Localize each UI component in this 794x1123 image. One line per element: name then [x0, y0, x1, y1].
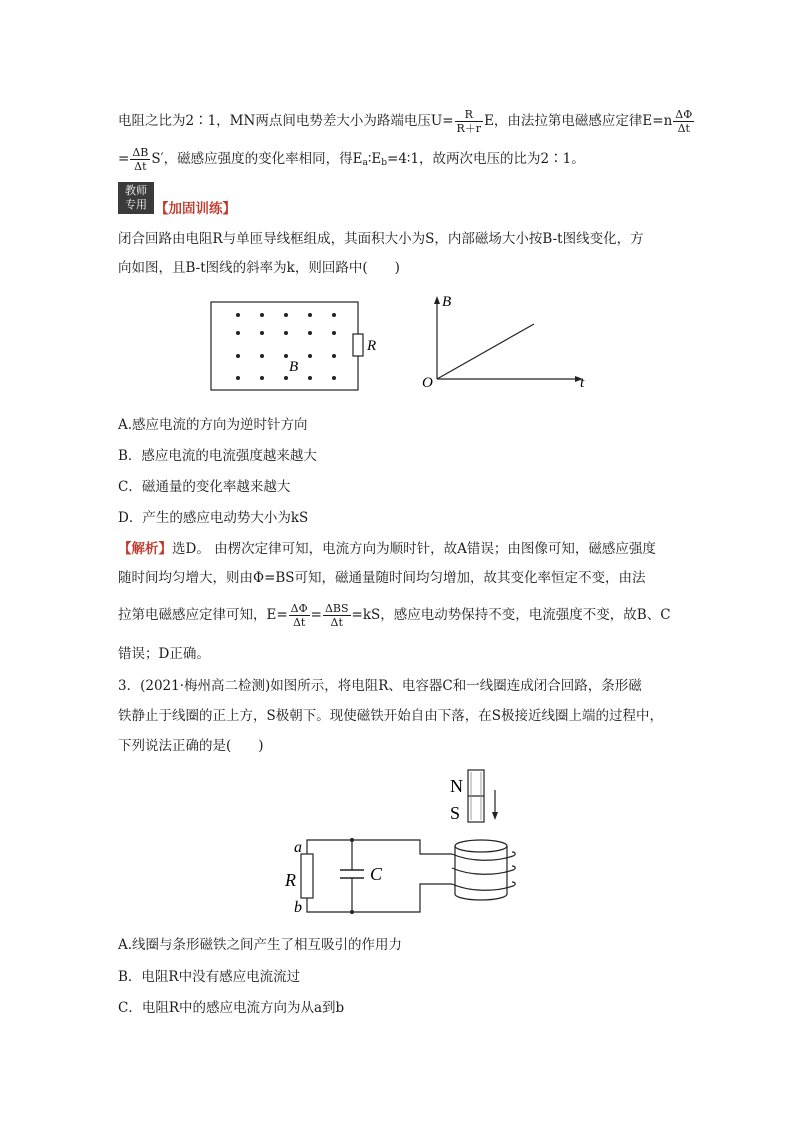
t-axis-label: t [580, 375, 585, 391]
q1-option-a: A.感应电流的方向为逆时针方向 [118, 417, 308, 433]
analysis-line1: 【解析】选D。 由楞次定律可知，电流方向为顺时针，故A错误；由图像可知，磁感应强度 [118, 541, 656, 557]
south-pole-label: S [450, 803, 461, 823]
circuit-wire-top [307, 840, 452, 854]
fraction: $\frac{\Delta\Phi}{\Delta t}$ [675, 108, 693, 135]
q3-line2: 铁静止于线圈的正上方，S极朝下。现使磁铁开始自由下落，在S极接近线圈上端的过程中， [118, 708, 663, 724]
teacher-badge: 教师 专用 [118, 182, 154, 214]
fraction: $\frac{\text{ΔBS}}{\Delta t}$ [324, 602, 349, 629]
b-axis-arrow-icon [434, 296, 440, 304]
analysis-line3: 拉第电磁感应定律可知，E= $\frac{\Delta\Phi}{\Delta t}$ = $\frac{\text{ΔBS}}{\Delta t}$ =kS，感应电动势保持不变，电流强度不变，故B、C [118, 602, 671, 629]
coil [452, 840, 515, 900]
section-title: 【加固训练】 [155, 201, 236, 217]
analysis-tag: 【解析】 [118, 541, 172, 557]
q1-line2: 向如图，且B-t图线的斜率为k，则回路中( ) [118, 260, 400, 276]
resistor-label: R [367, 338, 377, 354]
para1-line2: = $\frac{\Delta B}{\Delta t}$ S′，磁感应强度的变化率相同，得$E_a∶E_b=4∶1$，故两次电压的比为2∶1。 [118, 146, 585, 173]
resistor-symbol [353, 334, 363, 356]
q3-line3: 下列说法正确的是( ) [118, 738, 264, 754]
q1-option-c: C．磁通量的变化率越来越大 [118, 479, 291, 495]
q1-line1: 闭合回路由电阻R与单匝导线框组成，其面积大小为S，内部磁场大小按B-t图线变化，方 [118, 231, 644, 247]
fraction: $\frac{R}{R+r}$ [456, 108, 482, 135]
q3-option-c: C．电阻R中的感应电流方向为从a到b [118, 1000, 345, 1016]
fraction: $\frac{\Delta B}{\Delta t}$ [132, 146, 149, 173]
figure2-diagram [280, 762, 540, 922]
resistor-symbol [301, 854, 313, 898]
q1-option-d: D．产生的感应电动势大小为kS [118, 510, 309, 526]
analysis-line2: 随时间均匀增大，则由Φ=BS可知，磁通量随时间均匀增加，故其变化率恒定不变，由法 [118, 570, 646, 586]
q3-option-b: B．电阻R中没有感应电流流过 [118, 969, 301, 985]
q3-line1: 3．(2021·梅州高二检测)如图所示，将电阻R、电容器C和一线圈连成闭合回路，条形磁 [118, 678, 642, 694]
origin-label: O [422, 375, 433, 391]
analysis-line4: 错误；D正确。 [118, 646, 210, 662]
b-t-line [437, 324, 534, 379]
fraction: $\frac{\Delta\Phi}{\Delta t}$ [290, 602, 308, 629]
magnetic-field-dots [236, 313, 336, 380]
q3-option-a: A.线圈与条形磁铁之间产生了相互吸引的作用力 [118, 937, 403, 953]
figure1-diagram [200, 290, 600, 400]
circuit-wire-bottom [307, 884, 452, 912]
point-a-label: a [294, 839, 302, 856]
para1-line1: 电阻之比为2∶1，MN两点间电势差大小为路端电压U= $\frac{R}{R+r}$ E，由法拉第电磁感应定律E=n $\frac{\Delta\Phi}{\Delta t}$ [118, 108, 693, 135]
north-pole-label: N [450, 776, 463, 796]
resistor-label: R [285, 870, 296, 890]
arrow-down-icon [492, 812, 498, 820]
b-axis-label: B [442, 294, 452, 310]
q1-option-b: B．感应电流的电流强度越来越大 [118, 448, 317, 464]
field-label: B [289, 359, 299, 375]
point-b-label: b [294, 899, 302, 916]
capacitor-label: C [370, 864, 383, 884]
